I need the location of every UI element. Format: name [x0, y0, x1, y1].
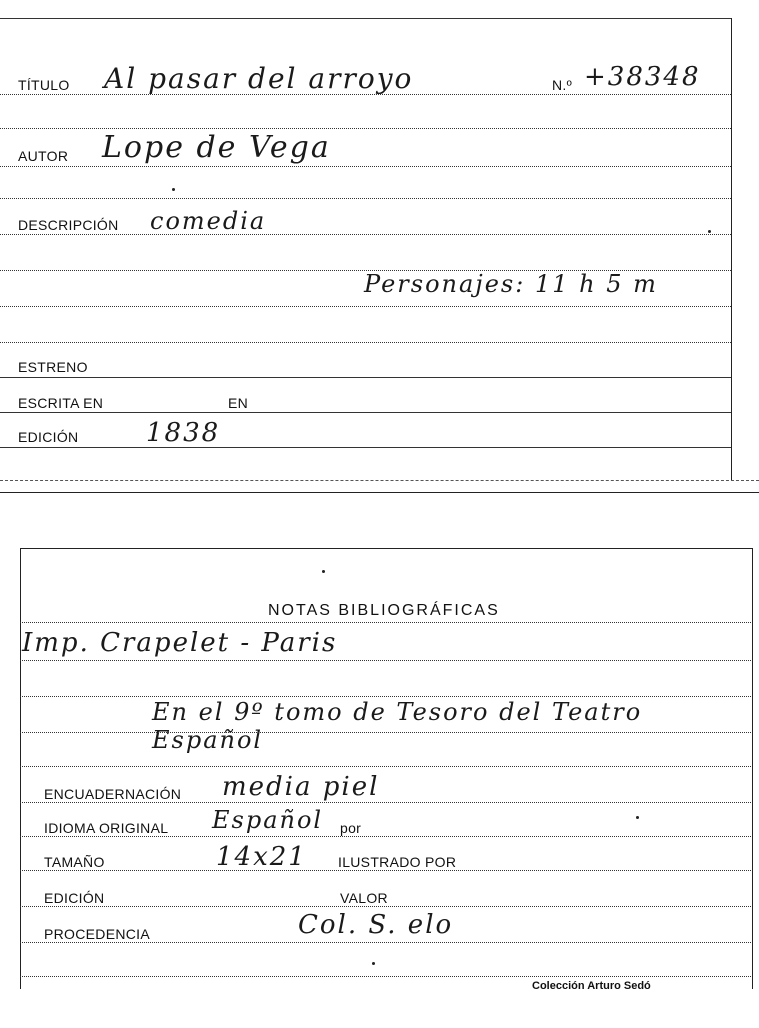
- numero-value: +38348: [584, 62, 701, 92]
- notas-rule: [20, 622, 751, 623]
- por-label: por: [340, 820, 362, 836]
- procedencia-rule: [20, 942, 751, 943]
- escrita-label: ESCRITA EN: [18, 395, 104, 411]
- personajes-rule: [0, 306, 731, 307]
- titulo-label: TÍTULO: [18, 77, 70, 93]
- tamano-value: 14x21: [216, 842, 307, 872]
- autor-value: Lope de Vega: [102, 130, 331, 165]
- titulo-value: Al pasar del arroyo: [104, 62, 414, 95]
- procedencia-label: PROCEDENCIA: [44, 926, 150, 942]
- scan-speck: [708, 230, 711, 233]
- procedencia-value: Col. S. elo: [298, 910, 454, 940]
- edicion-label-bottom: EDICIÓN: [44, 890, 105, 906]
- note-line-2: En el 9º tomo de Tesoro del Teatro Español: [152, 698, 643, 754]
- bottom-card-final-rule: [20, 976, 751, 977]
- encuadernacion-value: media piel: [222, 772, 380, 802]
- descripcion-rule: [0, 234, 731, 235]
- descripcion-label: DESCRIPCIÓN: [18, 217, 119, 233]
- en-label: EN: [228, 395, 249, 411]
- note-rule-3: [20, 732, 751, 733]
- blank-rule-4: [0, 342, 731, 343]
- note-rule-4: [20, 766, 751, 767]
- personajes-value: Personajes: 11 h 5 m: [364, 270, 658, 298]
- autor-rule: [0, 166, 731, 167]
- edicion-rule-top: [0, 447, 731, 448]
- collection-credit: Colección Arturo Sedó: [532, 980, 651, 992]
- edicion-label-top: EDICIÓN: [18, 429, 79, 445]
- autor-label: AUTOR: [18, 148, 69, 164]
- scan-speck: [372, 962, 375, 965]
- edicion-value-top: 1838: [146, 418, 221, 448]
- estreno-label: ESTRENO: [18, 359, 88, 375]
- escrita-rule: [0, 412, 731, 413]
- scan-speck: [172, 188, 175, 191]
- tamano-rule: [20, 870, 751, 871]
- notas-heading: NOTAS BIBLIOGRÁFICAS: [268, 602, 500, 619]
- descripcion-value: comedia: [150, 207, 267, 235]
- idioma-label: IDIOMA ORIGINAL: [44, 820, 169, 836]
- idioma-value: Español: [212, 806, 324, 834]
- top-card-bottom-edge: [0, 480, 759, 481]
- ilustrado-label: ILUSTRADO POR: [338, 854, 457, 870]
- note-rule-2: [20, 696, 751, 697]
- blank-rule-1: [0, 128, 731, 129]
- note-rule-1: [20, 660, 751, 661]
- estreno-rule: [0, 377, 731, 378]
- scan-speck: [636, 816, 639, 819]
- idioma-rule: [20, 836, 751, 837]
- tamano-label: TAMAÑO: [44, 854, 105, 870]
- edicion-rule-bottom: [20, 906, 751, 907]
- valor-label: VALOR: [340, 890, 388, 906]
- card-separator: [0, 492, 759, 493]
- numero-label: N.º: [552, 77, 573, 93]
- note-line-1: Imp. Crapelet - Paris: [22, 628, 338, 658]
- encuadernacion-rule: [20, 802, 751, 803]
- scan-speck: [322, 570, 325, 573]
- encuadernacion-label: ENCUADERNACIÓN: [44, 786, 182, 802]
- blank-rule-2: [0, 198, 731, 199]
